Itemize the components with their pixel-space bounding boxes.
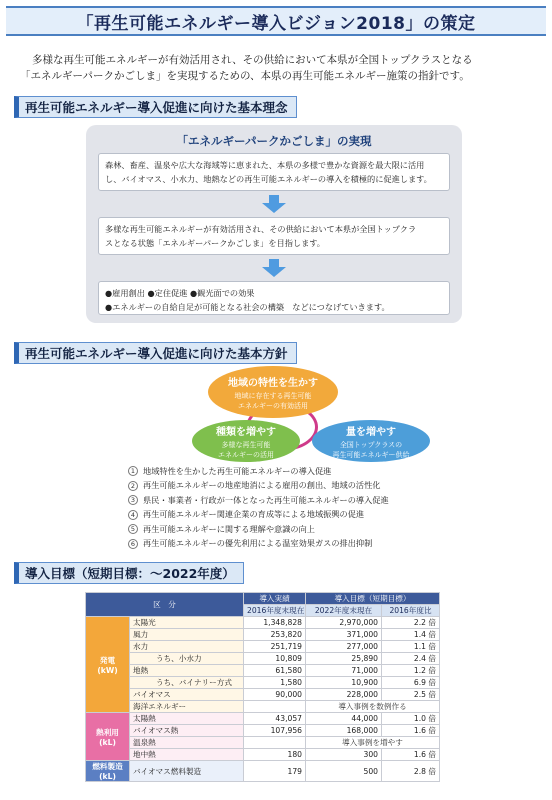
row-actual: 180 [244, 749, 306, 761]
down-arrow-icon [262, 195, 286, 213]
row-target: 168,000 [306, 725, 382, 737]
row-item: バイオマス燃料製造 [130, 761, 244, 782]
circle-increase-types [192, 420, 300, 462]
box-line: し、バイオマス、小水力、地熱などの再生可能エネルギーの導入を積極的に促進します。 [105, 174, 432, 184]
row-ratio: 2.4 倍 [382, 653, 440, 665]
row-item: うち、バイナリー方式 [130, 677, 244, 689]
policy-text: 再生可能エネルギーの地産地消による雇用の創出、地域の活性化 [143, 480, 381, 491]
row-note: 導入事例を増やす [306, 737, 440, 749]
subheader-ratio: 2016年度比 [382, 605, 440, 617]
row-ratio: 1.1 倍 [382, 641, 440, 653]
panel-title: 「エネルギーパークかごしま」の実現 [176, 134, 372, 148]
table-row [86, 761, 440, 782]
table-row [86, 641, 440, 653]
box-line: 森林、畜産、温泉や広大な海域等に恵まれた、本県の多様で豊かな資源を最大限に活用 [105, 160, 425, 170]
row-item: 地中熱 [130, 749, 244, 761]
policy-number: 4 [128, 510, 138, 520]
row-ratio: 1.2 倍 [382, 665, 440, 677]
row-item: 水力 [130, 641, 244, 653]
category-label: 熱利用 [96, 727, 119, 737]
category-heat [86, 713, 130, 761]
box-line: 多様な再生可能エネルギーが有効活用され、その供給において本県が全国トップクラ [105, 224, 417, 234]
row-actual: 251,719 [244, 641, 306, 653]
circle-title: 量を増やす [346, 426, 396, 438]
row-target: 371,000 [306, 629, 382, 641]
category-unit: (kW) [97, 665, 118, 675]
table-row [86, 629, 440, 641]
row-ratio: 2.2 倍 [382, 617, 440, 629]
section-targets-heading: 導入目標（短期目標：～2022年度） [14, 562, 244, 584]
row-actual: 90,000 [244, 689, 306, 701]
circle-increase-volume [312, 420, 430, 462]
row-ratio: 2.8 倍 [382, 761, 440, 782]
intro-line-1: 多様な再生可能エネルギーが有効活用され、その供給において本県が全国トップクラスとなる [32, 54, 473, 66]
row-target: 25,890 [306, 653, 382, 665]
row-item: バイオマス熱 [130, 725, 244, 737]
row-ratio: 2.5 倍 [382, 689, 440, 701]
row-target: 228,000 [306, 689, 382, 701]
table-row [86, 737, 440, 749]
row-actual: 10,809 [244, 653, 306, 665]
policy-number: 2 [128, 481, 138, 491]
down-arrow-icon [262, 259, 286, 277]
list-item [128, 479, 458, 494]
table-row [86, 653, 440, 665]
subheader-target: 2022年度末現在 [306, 605, 382, 617]
row-actual: 179 [244, 761, 306, 782]
policy-text: 地域特性を生かした再生可能エネルギーの導入促進 [143, 465, 332, 476]
table-row [86, 617, 440, 629]
subheader-actual: 2016年度末現在 [244, 605, 306, 617]
policy-list [128, 464, 458, 551]
category-label: 燃料製造 [92, 762, 123, 771]
circle-sub: エネルギーの活用 [218, 450, 274, 459]
circle-regional-features [208, 366, 338, 418]
philosophy-box-resources [98, 153, 450, 191]
circle-sub: 再生可能エネルギー供給 [332, 450, 410, 459]
list-item [128, 464, 458, 479]
row-actual-empty [244, 701, 306, 713]
row-ratio: 6.9 倍 [382, 677, 440, 689]
circle-sub: 地域に存在する再生可能 [234, 391, 312, 400]
row-item: 温泉熱 [130, 737, 244, 749]
section-basic-policy-heading: 再生可能エネルギー導入促進に向けた基本方針 [14, 342, 297, 364]
row-item: 太陽熱 [130, 713, 244, 725]
circle-sub: エネルギーの有効活用 [238, 401, 308, 410]
category-label: 発電 [99, 655, 116, 665]
box-line: ●エネルギーの自給自足が可能となる社会の構築 などにつなげていきます。 [105, 302, 390, 312]
row-actual: 1,580 [244, 677, 306, 689]
table-row [86, 677, 440, 689]
row-item: 海洋エネルギー [130, 701, 244, 713]
row-actual: 61,580 [244, 665, 306, 677]
policy-number: 3 [128, 495, 138, 505]
row-actual: 43,057 [244, 713, 306, 725]
page-title: 「再生可能エネルギー導入ビジョン2018」の策定 [6, 6, 546, 36]
intro-line-2: 「エネルギーパークかごしま」を実現するための、本県の再生可能エネルギー施策の指針です。 [20, 70, 470, 82]
row-target: 2,970,000 [306, 617, 382, 629]
policy-text: 再生可能エネルギーの優先利用による温室効果ガスの排出抑制 [143, 538, 373, 549]
category-unit: (kL) [99, 737, 116, 747]
row-item: 太陽光 [130, 617, 244, 629]
list-item [128, 508, 458, 523]
table-row [86, 701, 440, 713]
row-target: 277,000 [306, 641, 382, 653]
row-actual: 107,956 [244, 725, 306, 737]
row-actual: 253,820 [244, 629, 306, 641]
row-target: 300 [306, 749, 382, 761]
policy-text: 再生可能エネルギーに関する理解や意識の向上 [143, 523, 315, 534]
circle-title: 種類を増やす [216, 426, 276, 438]
table-header-row [86, 593, 440, 605]
policy-number: 1 [128, 466, 138, 476]
row-ratio: 1.6 倍 [382, 749, 440, 761]
table-row [86, 713, 440, 725]
targets-table [85, 592, 440, 782]
policy-text: 再生可能エネルギー関連企業の育成等による地域振興の促進 [143, 509, 365, 520]
box-line: ●雇用創出 ●定住促進 ●観光面での効果 [105, 288, 255, 298]
table-row [86, 725, 440, 737]
list-item [128, 493, 458, 508]
row-ratio: 1.4 倍 [382, 629, 440, 641]
policy-text: 県民・事業者・行政が一体となった再生可能エネルギーの導入促進 [143, 494, 389, 505]
row-actual: 1,348,828 [244, 617, 306, 629]
philosophy-panel [86, 125, 462, 323]
policy-number: 6 [128, 539, 138, 549]
list-item [128, 522, 458, 537]
circle-title: 地域の特性を生かす [228, 377, 318, 389]
category-fuel [86, 761, 130, 782]
box-line: スとなる状態「エネルギーパークかごしま」を目指します。 [105, 238, 325, 248]
row-target: 500 [306, 761, 382, 782]
row-target: 44,000 [306, 713, 382, 725]
row-ratio: 1.6 倍 [382, 725, 440, 737]
intro-text [20, 52, 535, 84]
circle-sub: 全国トップクラスの [339, 440, 403, 449]
philosophy-box-effects [98, 281, 450, 315]
row-target: 10,900 [306, 677, 382, 689]
row-item: うち、小水力 [130, 653, 244, 665]
table-row [86, 665, 440, 677]
table-row [86, 689, 440, 701]
category-unit: (kL) [99, 772, 116, 781]
row-note: 導入事例を数例作る [306, 701, 440, 713]
header-category: 区 分 [86, 593, 244, 617]
circle-sub: 多様な再生可能 [221, 440, 271, 449]
row-item: 地熱 [130, 665, 244, 677]
row-ratio: 1.0 倍 [382, 713, 440, 725]
table-row [86, 749, 440, 761]
header-actual: 導入実績 [244, 593, 306, 605]
header-target: 導入目標（短期目標） [306, 593, 440, 605]
policy-number: 5 [128, 524, 138, 534]
list-item [128, 537, 458, 552]
row-item: 風力 [130, 629, 244, 641]
row-actual-empty [244, 737, 306, 749]
category-power [86, 617, 130, 713]
row-target: 71,000 [306, 665, 382, 677]
section-basic-philosophy-heading: 再生可能エネルギー導入促進に向けた基本理念 [14, 96, 297, 118]
philosophy-box-goal [98, 217, 450, 255]
row-item: バイオマス [130, 689, 244, 701]
